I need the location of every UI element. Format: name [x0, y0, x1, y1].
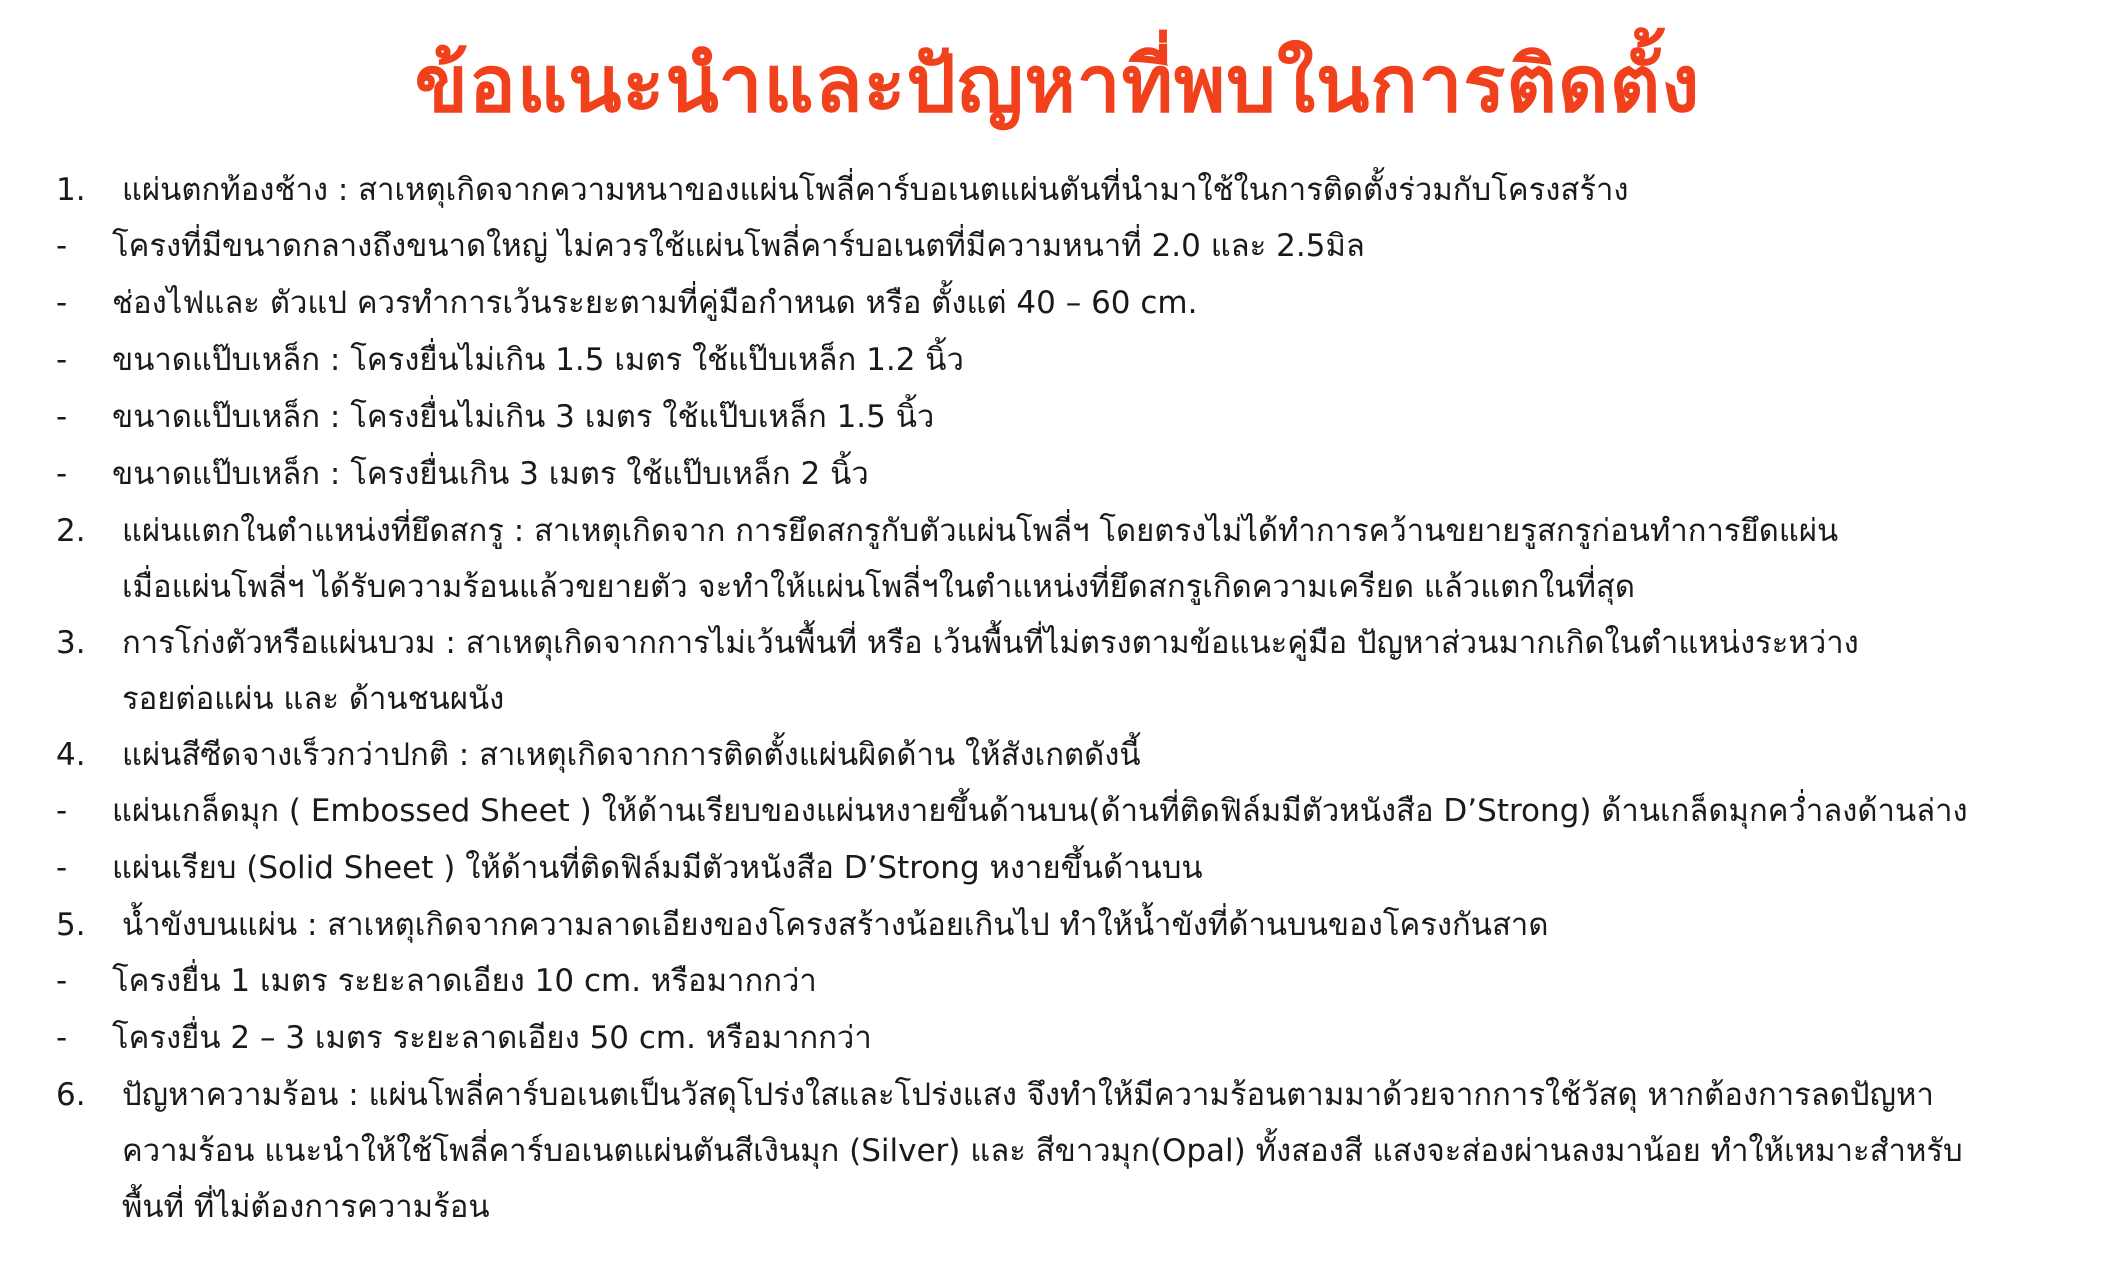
item-line: การโก่งตัวหรือแผ่นบวม : สาเหตุเกิดจากการไม่เว้นพื้นที่ หรือ เว้นพื้นที่ไม่ตรงตามข้อแนะคู่มือ ปัญหาส่วนมากเกิดในตำแหน่งระหว่าง [122, 625, 1859, 661]
bullet-text: โครงยื่น 2 – 3 เมตร ระยะลาดเอียง 50 cm. หรือมากกว่า [112, 1020, 872, 1056]
advice-item-text [56, 897, 2076, 953]
bullet-dash: - [56, 342, 68, 378]
bullet-dash: - [56, 793, 68, 829]
bullet-dash: - [56, 228, 68, 264]
advice-item [56, 162, 2076, 503]
advice-item-text [56, 503, 2076, 615]
item-line: รอยต่อแผ่น และ ด้านชนผนัง [122, 681, 505, 717]
item-line: น้ำขังบนแผ่น : สาเหตุเกิดจากความลาดเอียงของโครงสร้างน้อยเกินไป ทำให้น้ำขังที่ด้านบนของโครงกันสาด [122, 907, 1549, 943]
item-line: แผ่นแตกในตำแหน่งที่ยึดสกรู : สาเหตุเกิดจาก การยึดสกรูกับตัวแผ่นโพลี่ฯ โดยตรงไม่ได้ทำการคว้านขยายรูสกรูก่อนทำการยึดแผ่น [122, 513, 1839, 549]
sub-bullet [56, 446, 2076, 503]
item-number: 1. [56, 172, 86, 208]
page-title: ข้อแนะนำและปัญหาที่พบในการติดตั้ง [414, 40, 1701, 130]
bullet-dash: - [56, 1020, 68, 1056]
item-line: แผ่นตกท้องช้าง : สาเหตุเกิดจากความหนาของแผ่นโพลี่คาร์บอเนตแผ่นตันที่นำมาใช้ในการติดตั้งร่วมกับโครงสร้าง [122, 172, 1629, 208]
bullet-text: แผ่นเรียบ (Solid Sheet ) ให้ด้านที่ติดฟิล์มมีตัวหนังสือ D’Strong หงายขึ้นด้านบน [112, 850, 1203, 886]
bullet-dash: - [56, 850, 68, 886]
sub-bullet-list [56, 218, 2076, 503]
sub-bullet [56, 840, 2076, 897]
item-number: 6. [56, 1077, 86, 1113]
item-number: 4. [56, 737, 86, 773]
bullet-dash: - [56, 456, 68, 492]
bullet-text: แผ่นเกล็ดมุก ( Embossed Sheet ) ให้ด้านเรียบของแผ่นหงายขึ้นด้านบน(ด้านที่ติดฟิล์มมีตัวหนังสือ D’Strong) ด้านเกล็ดมุกคว่ำลงด้านล่าง [112, 793, 1968, 829]
sub-bullet-list [56, 953, 2076, 1067]
sub-bullet [56, 275, 2076, 332]
advice-item-text [56, 162, 2076, 218]
bullet-dash: - [56, 399, 68, 435]
item-line: ความร้อน แนะนำให้ใช้โพลี่คาร์บอเนตแผ่นตันสีเงินมุก (Silver) และ สีขาวมุก(Opal) ทั้งสองสี แสงจะส่องผ่านลงมาน้อย ทำให้เหมาะสำหรับ [122, 1133, 1963, 1169]
bullet-text: ขนาดแป๊บเหล็ก : โครงยื่นเกิน 3 เมตร ใช้แป๊บเหล็ก 2 นิ้ว [112, 456, 869, 492]
bullet-dash: - [56, 285, 68, 321]
item-number: 3. [56, 625, 86, 661]
advice-item-text [56, 615, 2076, 727]
bullet-text: โครงยื่น 1 เมตร ระยะลาดเอียง 10 cm. หรือมากกว่า [112, 963, 817, 999]
bullet-text: ขนาดแป๊บเหล็ก : โครงยื่นไม่เกิน 1.5 เมตร ใช้แป๊บเหล็ก 1.2 นิ้ว [112, 342, 964, 378]
bullet-text: โครงที่มีขนาดกลางถึงขนาดใหญ่ ไม่ควรใช้แผ่นโพลี่คาร์บอเนตที่มีความหนาที่ 2.0 และ 2.5มิล [112, 228, 1365, 264]
sub-bullet [56, 953, 2076, 1010]
item-line: เมื่อแผ่นโพลี่ฯ ได้รับความร้อนแล้วขยายตัว จะทำให้แผ่นโพลี่ฯในตำแหน่งที่ยึดสกรูเกิดความเครียด แล้วแตกในที่สุด [122, 569, 1635, 605]
advice-item [56, 503, 2076, 615]
bullet-text: ช่องไฟและ ตัวแป ควรทำการเว้นระยะตามที่คู่มือกำหนด หรือ ตั้งแต่ 40 – 60 cm. [112, 285, 1198, 321]
sub-bullet [56, 1010, 2076, 1067]
item-number: 5. [56, 907, 86, 943]
item-line: ปัญหาความร้อน : แผ่นโพลี่คาร์บอเนตเป็นวัสดุโปร่งใสและโปร่งแสง จึงทำให้มีความร้อนตามมาด้วยจากการใช้วัสดุ หากต้องการลดปัญหา [122, 1077, 1934, 1113]
item-line: แผ่นสีซีดจางเร็วกว่าปกติ : สาเหตุเกิดจากการติดตั้งแผ่นผิดด้าน ให้สังเกตดังนี้ [122, 737, 1141, 773]
advice-item-text [56, 1067, 2076, 1235]
advice-item-text [56, 727, 2076, 783]
advice-item [56, 615, 2076, 727]
bullet-dash: - [56, 963, 68, 999]
sub-bullet [56, 332, 2076, 389]
item-line: พื้นที่ ที่ไม่ต้องการความร้อน [122, 1189, 490, 1225]
advice-item [56, 1067, 2076, 1235]
bullet-text: ขนาดแป๊บเหล็ก : โครงยื่นไม่เกิน 3 เมตร ใช้แป๊บเหล็ก 1.5 นิ้ว [112, 399, 935, 435]
sub-bullet-list [56, 783, 2076, 897]
advice-item [56, 727, 2076, 897]
advice-item [56, 897, 2076, 1067]
sub-bullet [56, 783, 2076, 840]
sub-bullet [56, 218, 2076, 275]
advice-list [56, 162, 2076, 1235]
item-number: 2. [56, 513, 86, 549]
sub-bullet [56, 389, 2076, 446]
